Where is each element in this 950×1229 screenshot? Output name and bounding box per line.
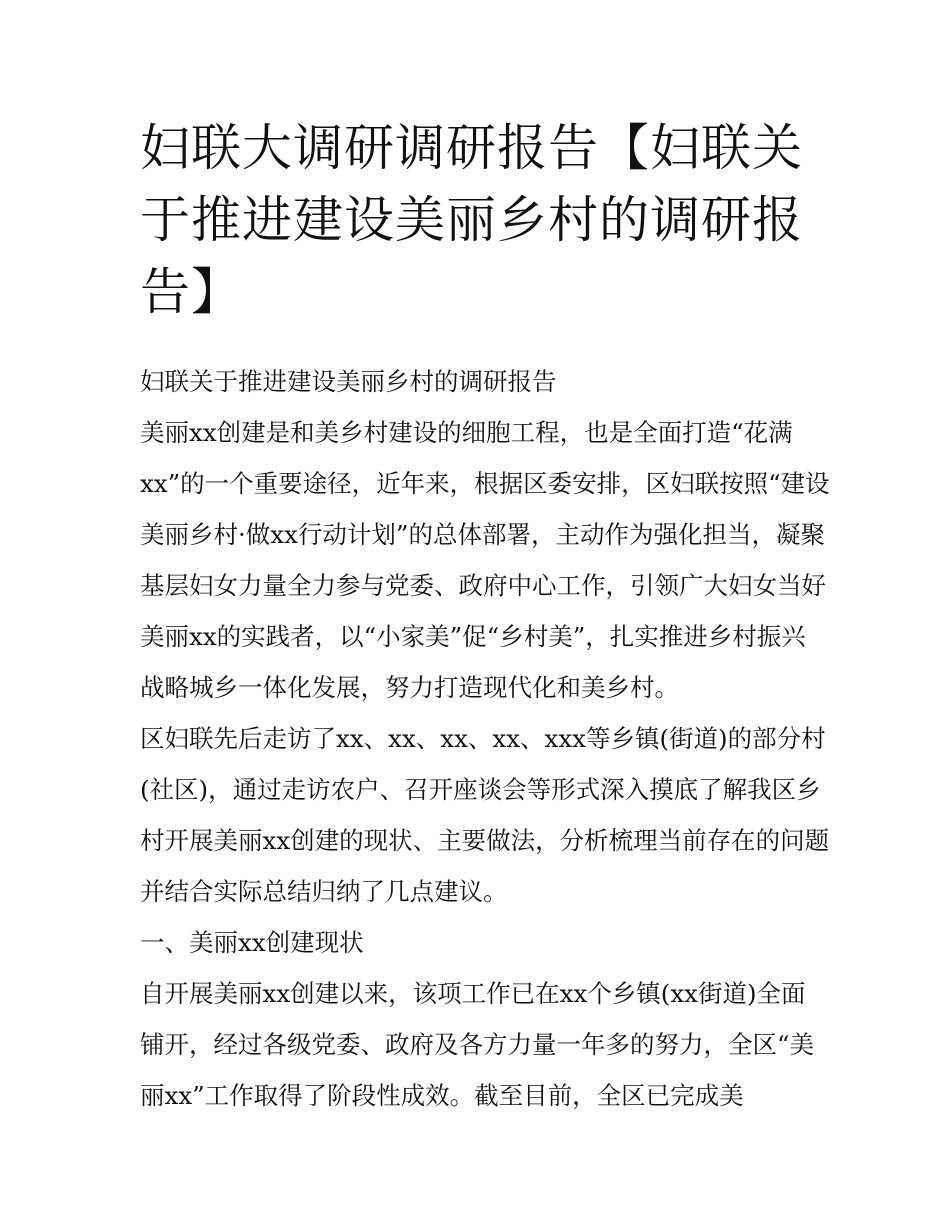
paragraph-survey: 区妇联先后走访了xx、xx、xx、xx、xxx等乡镇(街道)的部分村(社区)，通过走访农户、召开座谈会等形式深入摸底了解我区乡村开展美丽xx创建的现状、主要做法，分析梳理当前存在的问题并结合实际总结归纳了几点建议。	[140, 724, 830, 906]
paragraph-status: 自开展美丽xx创建以来，该项工作已在xx个乡镇(xx街道)全面铺开，经过各级党委、政府及各方力量一年多的努力，全区“美丽xx”工作取得了阶段性成效。截至目前，全区已完成美	[140, 979, 815, 1110]
report-subtitle: 妇联关于推进建设美丽乡村的调研报告	[140, 367, 557, 396]
document-title: 妇联大调研调研报告【妇联关于推进建设美丽乡村的调研报告】	[140, 119, 803, 321]
section-heading-1: 一、美丽xx创建现状	[140, 928, 364, 957]
paragraph-intro: 美丽xx创建是和美乡村建设的细胞工程，也是全面打造“花满xx”的一个重要途径，近年来，根据区委安排，区妇联按照“建设美丽乡村·做xx行动计划”的总体部署，主动作为强化担当，凝聚基层妇女力量全力参与党委、政府中心工作，引领广大妇女当好美丽xx的实践者，以“小家美”促“乡村美”，扎实推进乡村振兴战略城乡一体化发展，努力打造现代化和美乡村。	[140, 418, 830, 702]
document-body	[140, 356, 830, 1121]
